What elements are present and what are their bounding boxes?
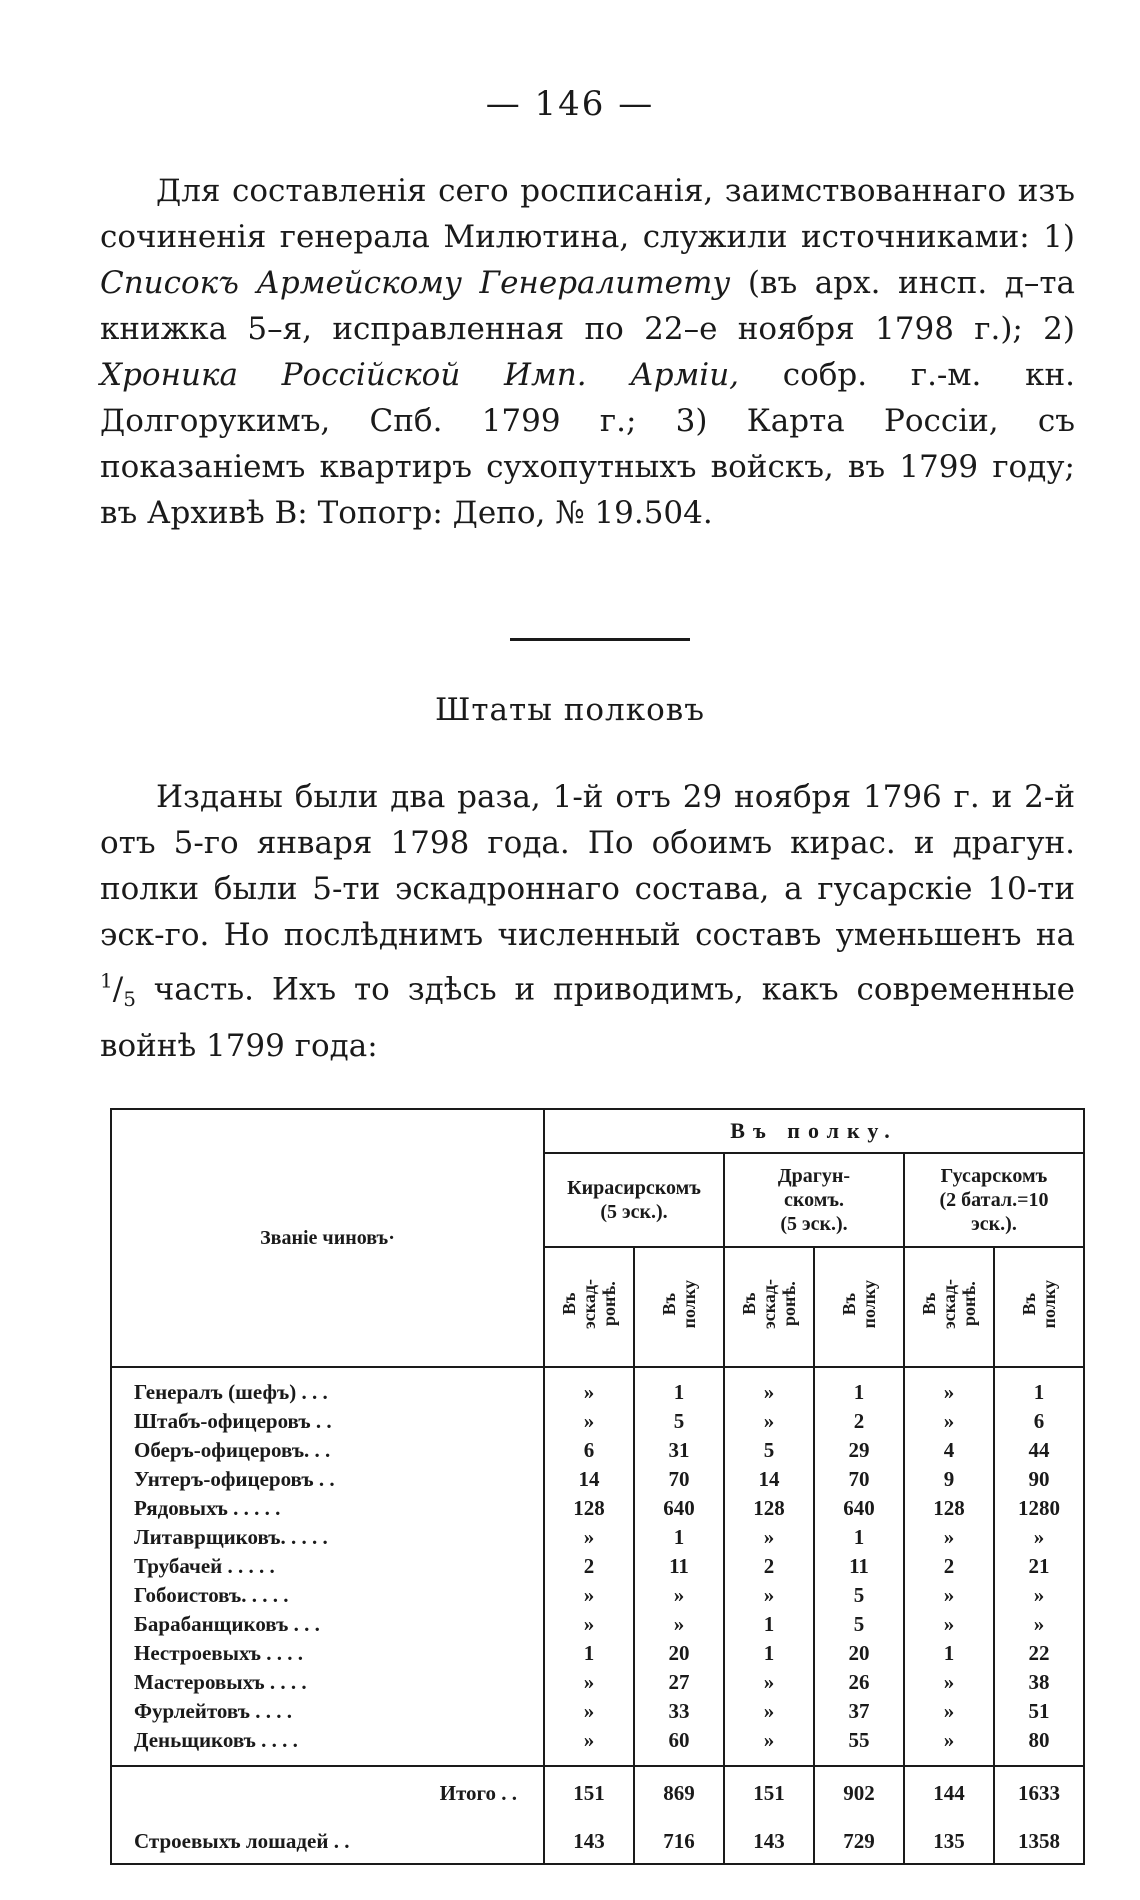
cell: » bbox=[634, 1610, 724, 1639]
table-row bbox=[111, 1726, 1084, 1766]
table-row bbox=[111, 1552, 1084, 1581]
cell: » bbox=[544, 1610, 634, 1639]
cell: 5 bbox=[634, 1407, 724, 1436]
cell: 1 bbox=[814, 1367, 904, 1407]
cell: 37 bbox=[814, 1697, 904, 1726]
cell: 640 bbox=[634, 1494, 724, 1523]
cell: » bbox=[994, 1610, 1084, 1639]
regiment-label: Кирасирскомъ (5 эск.). bbox=[567, 1177, 701, 1223]
cell: 27 bbox=[634, 1668, 724, 1697]
rank-label: Литаврщиковъ. . . . . bbox=[111, 1523, 544, 1552]
horses-cell: 729 bbox=[814, 1819, 904, 1864]
horses-row bbox=[111, 1819, 1084, 1864]
rank-label: Нестроевыхъ . . . . bbox=[111, 1639, 544, 1668]
subheader-label: Въ эскад- ронѣ. bbox=[919, 1279, 979, 1329]
cell: 33 bbox=[634, 1697, 724, 1726]
rank-label: Барабанщиковъ . . . bbox=[111, 1610, 544, 1639]
rank-label: Рядовыхъ . . . . . bbox=[111, 1494, 544, 1523]
total-cell: 869 bbox=[634, 1766, 724, 1819]
cell: 640 bbox=[814, 1494, 904, 1523]
horses-cell: 135 bbox=[904, 1819, 994, 1864]
rank-label: Мастеровыхъ . . . . bbox=[111, 1668, 544, 1697]
cell: » bbox=[634, 1581, 724, 1610]
subheader-label: Въ полку bbox=[1019, 1279, 1059, 1329]
cell: 2 bbox=[814, 1407, 904, 1436]
cell: 5 bbox=[814, 1581, 904, 1610]
cell: » bbox=[724, 1581, 814, 1610]
cell: » bbox=[904, 1523, 994, 1552]
cell: 4 bbox=[904, 1436, 994, 1465]
cell: 1 bbox=[904, 1639, 994, 1668]
body-text-2: часть. Ихъ то здѣсь и приводимъ, какъ современные войнѣ 1799 года: bbox=[100, 971, 1075, 1064]
cell: 9 bbox=[904, 1465, 994, 1494]
fraction-denominator: 5 bbox=[123, 987, 136, 1012]
table-row bbox=[111, 1436, 1084, 1465]
cell: 1 bbox=[814, 1523, 904, 1552]
cell: » bbox=[544, 1407, 634, 1436]
cell: 6 bbox=[994, 1407, 1084, 1436]
cell: 26 bbox=[814, 1668, 904, 1697]
total-cell: 144 bbox=[904, 1766, 994, 1819]
total-label: Итого . . bbox=[111, 1766, 544, 1819]
horses-cell: 1358 bbox=[994, 1819, 1084, 1864]
rank-label: Фурлейтовъ . . . . bbox=[111, 1697, 544, 1726]
regiment-header-hussar bbox=[904, 1153, 1084, 1247]
cell: » bbox=[724, 1726, 814, 1766]
rank-label: Деньщиковъ . . . . bbox=[111, 1726, 544, 1766]
fraction-numerator: 1 bbox=[100, 969, 113, 993]
intro-paragraph bbox=[100, 168, 1075, 536]
body-text-1: Изданы были два раза, 1-й отъ 29 ноября 1796 г. и 2-й отъ 5-го января 1798 года. По обоимъ кирас. и драгун. полки были 5-ти эскадроннаго состава, а гусарскіе 10-ти эск-го. Но послѣднимъ численный составъ уменьшенъ на bbox=[100, 779, 1075, 953]
horses-cell: 143 bbox=[544, 1819, 634, 1864]
subheader-label: Въ эскад- ронѣ. bbox=[739, 1279, 799, 1329]
rank-column-header: Званіе чиновъ· bbox=[111, 1109, 544, 1367]
table-row bbox=[111, 1697, 1084, 1726]
cell: 14 bbox=[544, 1465, 634, 1494]
cell: 29 bbox=[814, 1436, 904, 1465]
rank-label: Оберъ-офицеровъ. . . bbox=[111, 1436, 544, 1465]
rank-label: Трубачей . . . . . bbox=[111, 1552, 544, 1581]
body-paragraph bbox=[100, 774, 1075, 1069]
main-header: Въ полку. bbox=[544, 1109, 1084, 1153]
table-row bbox=[111, 1494, 1084, 1523]
intro-italic-title-2: Хроника Россійской Имп. Арміи, bbox=[100, 357, 740, 393]
cell: » bbox=[904, 1697, 994, 1726]
cell: 70 bbox=[634, 1465, 724, 1494]
cell: » bbox=[724, 1668, 814, 1697]
cell: » bbox=[544, 1367, 634, 1407]
subheader-regiment bbox=[634, 1247, 724, 1367]
cell: 11 bbox=[634, 1552, 724, 1581]
cell: 90 bbox=[994, 1465, 1084, 1494]
cell: 38 bbox=[994, 1668, 1084, 1697]
table-row bbox=[111, 1407, 1084, 1436]
table-row bbox=[111, 1523, 1084, 1552]
subheader-regiment bbox=[814, 1247, 904, 1367]
cell: » bbox=[904, 1581, 994, 1610]
rank-label: Унтеръ-офицеровъ . . bbox=[111, 1465, 544, 1494]
cell: 20 bbox=[634, 1639, 724, 1668]
subheader-label: Въ полку bbox=[839, 1279, 879, 1329]
cell: » bbox=[994, 1581, 1084, 1610]
cell: 21 bbox=[994, 1552, 1084, 1581]
cell: » bbox=[724, 1367, 814, 1407]
cell: 11 bbox=[814, 1552, 904, 1581]
regiment-header-cuirassier bbox=[544, 1153, 724, 1247]
intro-text-3: собр. г.-м. кн. Долгорукимъ, Спб. 1799 г.; 3) Карта Россіи, съ показаніемъ квартиръ сухопутныхъ войскъ, въ 1799 году; въ Архивѣ В: Топогр: Депо, № 19.504. bbox=[100, 357, 1075, 531]
cell: 1 bbox=[724, 1610, 814, 1639]
intro-text-1: Для составленія сего росписанія, заимствованнаго изъ сочиненія генерала Милютина, служили источниками: 1) bbox=[100, 173, 1075, 255]
page-number: — 146 — bbox=[485, 84, 655, 124]
cell: 128 bbox=[724, 1494, 814, 1523]
total-cell: 902 bbox=[814, 1766, 904, 1819]
cell: 128 bbox=[544, 1494, 634, 1523]
horses-cell: 716 bbox=[634, 1819, 724, 1864]
cell: » bbox=[904, 1407, 994, 1436]
cell: 31 bbox=[634, 1436, 724, 1465]
table-row bbox=[111, 1465, 1084, 1494]
cell: 128 bbox=[904, 1494, 994, 1523]
subheader-regiment bbox=[994, 1247, 1084, 1367]
total-cell: 1633 bbox=[994, 1766, 1084, 1819]
section-heading: Штаты полковъ bbox=[435, 692, 705, 728]
table-row bbox=[111, 1668, 1084, 1697]
cell: 51 bbox=[994, 1697, 1084, 1726]
cell: 55 bbox=[814, 1726, 904, 1766]
cell: 1 bbox=[544, 1639, 634, 1668]
subheader-label: Въ эскад- ронѣ. bbox=[559, 1279, 619, 1329]
cell: 1 bbox=[724, 1639, 814, 1668]
cell: 5 bbox=[814, 1610, 904, 1639]
cell: » bbox=[724, 1523, 814, 1552]
cell: » bbox=[904, 1726, 994, 1766]
horses-cell: 143 bbox=[724, 1819, 814, 1864]
table-row bbox=[111, 1610, 1084, 1639]
cell: » bbox=[994, 1523, 1084, 1552]
subheader-label: Въ полку bbox=[659, 1279, 699, 1329]
cell: 1280 bbox=[994, 1494, 1084, 1523]
intro-italic-title-1: Списокъ Армейскому Генералитету bbox=[100, 265, 731, 301]
cell: 2 bbox=[544, 1552, 634, 1581]
cell: » bbox=[544, 1668, 634, 1697]
regiment-header-dragoon bbox=[724, 1153, 904, 1247]
cell: 60 bbox=[634, 1726, 724, 1766]
cell: 1 bbox=[634, 1367, 724, 1407]
cell: » bbox=[724, 1407, 814, 1436]
horses-label: Строевыхъ лошадей . . bbox=[111, 1819, 544, 1864]
rank-label: Гобоистовъ. . . . . bbox=[111, 1581, 544, 1610]
cell: 70 bbox=[814, 1465, 904, 1494]
table-row bbox=[111, 1639, 1084, 1668]
table-row bbox=[111, 1367, 1084, 1407]
regiment-label: Гусарскомъ (2 батал.=10 эск.). bbox=[939, 1165, 1049, 1235]
subheader-squadron bbox=[724, 1247, 814, 1367]
cell: » bbox=[904, 1668, 994, 1697]
subheader-squadron bbox=[544, 1247, 634, 1367]
cell: » bbox=[544, 1697, 634, 1726]
cell: » bbox=[904, 1367, 994, 1407]
cell: 1 bbox=[994, 1367, 1084, 1407]
staff-table bbox=[110, 1108, 1085, 1865]
regiment-label: Драгун- скомъ. (5 эск.). bbox=[777, 1165, 851, 1235]
total-cell: 151 bbox=[544, 1766, 634, 1819]
rank-label: Штабъ-офицеровъ . . bbox=[111, 1407, 544, 1436]
table-row bbox=[111, 1581, 1084, 1610]
cell: 5 bbox=[724, 1436, 814, 1465]
cell: » bbox=[544, 1581, 634, 1610]
section-divider bbox=[510, 638, 690, 641]
rank-label: Генералъ (шефъ) . . . bbox=[111, 1367, 544, 1407]
cell: 6 bbox=[544, 1436, 634, 1465]
cell: 80 bbox=[994, 1726, 1084, 1766]
cell: 20 bbox=[814, 1639, 904, 1668]
cell: 2 bbox=[904, 1552, 994, 1581]
cell: 44 bbox=[994, 1436, 1084, 1465]
cell: » bbox=[904, 1610, 994, 1639]
cell: » bbox=[724, 1697, 814, 1726]
fraction: $^1/_5$ bbox=[100, 969, 136, 1012]
total-cell: 151 bbox=[724, 1766, 814, 1819]
cell: 14 bbox=[724, 1465, 814, 1494]
subheader-squadron bbox=[904, 1247, 994, 1367]
cell: » bbox=[544, 1523, 634, 1552]
intro-text-2: (въ арх. инсп. д–та книжка 5–я, исправленная по 22–е ноября 1798 г.); 2) bbox=[100, 265, 1075, 347]
cell: » bbox=[544, 1726, 634, 1766]
total-row bbox=[111, 1766, 1084, 1819]
cell: 1 bbox=[634, 1523, 724, 1552]
cell: 2 bbox=[724, 1552, 814, 1581]
cell: 22 bbox=[994, 1639, 1084, 1668]
